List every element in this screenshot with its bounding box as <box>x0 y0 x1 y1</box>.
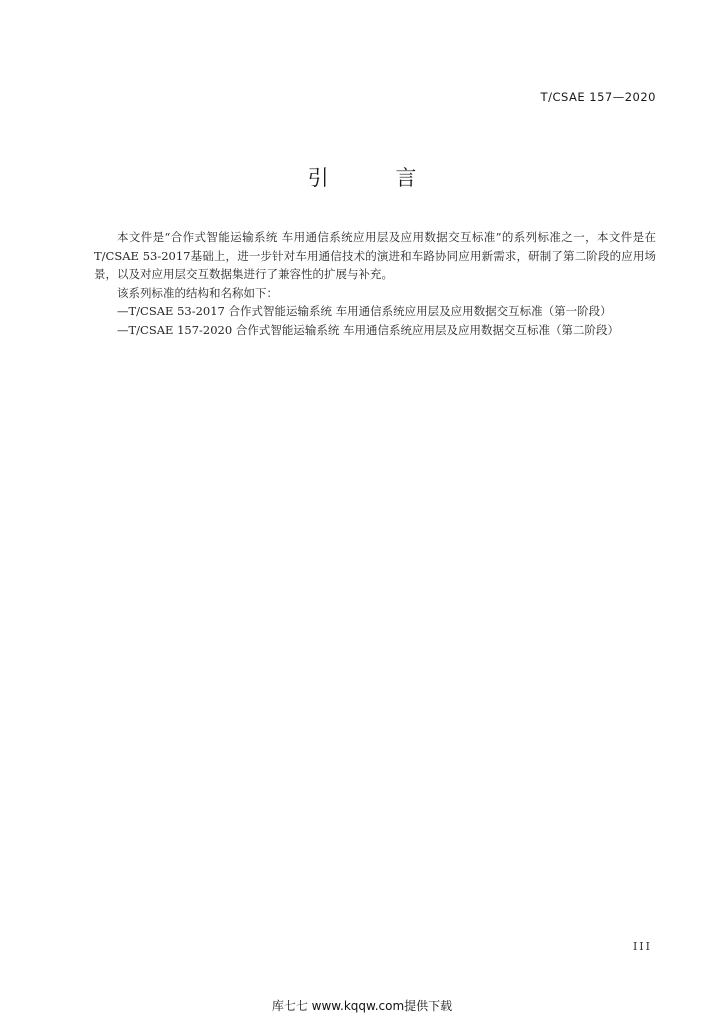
section-title: 引 言 <box>307 166 447 190</box>
series-item: —T/CSAE 157-2020 合作式智能运输系统 车用通信系统应用层及应用数据交互标准（第二阶段） <box>117 322 619 337</box>
download-watermark: 库七七 www.kqqw.com提供下载 <box>271 999 453 1013</box>
series-intro: 该系列标准的结构和名称如下： <box>117 285 278 300</box>
document-code: T/CSAE 157—2020 <box>540 90 656 104</box>
section-body <box>94 228 656 339</box>
series-item: —T/CSAE 53-2017 合作式智能运输系统 车用通信系统应用层及应用数据交互标准（第一阶段） <box>117 304 612 318</box>
series-list <box>94 302 656 339</box>
intro-paragraph: 本文件是“合作式智能运输系统 车用通信系统应用层及应用数据交互标准”的系列标准之一，本文件是在T/CSAE 53-2017基础上，进一步针对车用通信技术的演进和车路协同应用新需求，研制了第二阶段的应用场景，以及对应用层交互数据集进行了兼容性的扩展与补充。 <box>94 230 656 281</box>
page-number: III <box>632 940 652 953</box>
